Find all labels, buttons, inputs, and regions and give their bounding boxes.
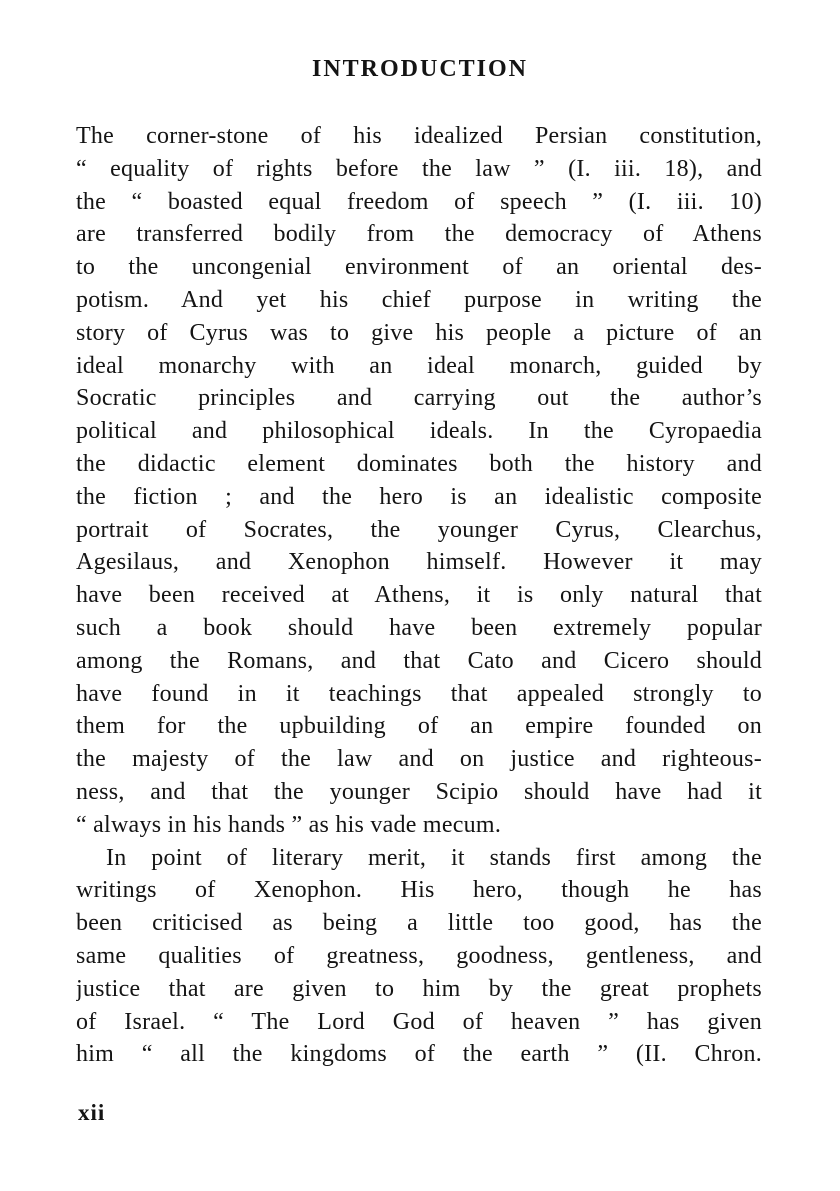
text-line: the fiction ; and the hero is an idealistic composite bbox=[76, 483, 762, 510]
text-line: potism. And yet his chief purpose in writing the bbox=[76, 286, 762, 313]
body-text bbox=[76, 120, 762, 1071]
text-line: him “ all the kingdoms of the earth ” (II. Chron. bbox=[76, 1041, 762, 1068]
paragraph-2 bbox=[76, 842, 762, 1072]
text-line: among the Romans, and that Cato and Cicero should bbox=[76, 647, 762, 674]
text-line: the majesty of the law and on justice and righteous- bbox=[76, 746, 762, 773]
text-line: Agesilaus, and Xenophon himself. However it may bbox=[76, 549, 762, 576]
text-line: have been received at Athens, it is only natural that bbox=[76, 582, 762, 609]
text-line: have found in it teachings that appealed strongly to bbox=[76, 680, 762, 707]
text-line: The corner-stone of his idealized Persian constitution, bbox=[76, 123, 762, 149]
text-line: writings of Xenophon. His hero, though he has bbox=[76, 877, 762, 904]
running-head: INTRODUCTION bbox=[311, 56, 529, 82]
text-line: ideal monarchy with an ideal monarch, guided by bbox=[76, 352, 762, 379]
text-line: story of Cyrus was to give his people a picture of an bbox=[76, 319, 762, 346]
text-line: been criticised as being a little too good, has the bbox=[76, 910, 762, 937]
text-line: same qualities of greatness, goodness, gentleness, and bbox=[76, 942, 762, 969]
text-line: them for the upbuilding of an empire founded on bbox=[76, 713, 762, 740]
paragraph-1 bbox=[76, 120, 762, 842]
page-number: xii bbox=[78, 1100, 106, 1125]
text-line: such a book should have been extremely popular bbox=[76, 614, 762, 641]
text-line: to the uncongenial environment of an oriental des- bbox=[76, 254, 762, 281]
text-line: justice that are given to him by the great prophets bbox=[76, 975, 762, 1002]
text-line: “ always in his hands ” as his vade mecum. bbox=[76, 811, 502, 838]
text-line: political and philosophical ideals. In the Cyropaedia bbox=[76, 418, 762, 445]
text-line: are transferred bodily from the democracy of Athens bbox=[76, 221, 762, 248]
text-line: portrait of Socrates, the younger Cyrus, Clearchus, bbox=[76, 516, 762, 543]
text-line: ness, and that the younger Scipio should have had it bbox=[76, 778, 762, 805]
text-line: Socratic principles and carrying out the author’s bbox=[76, 385, 762, 412]
text-line: of Israel. “ The Lord God of heaven ” has given bbox=[76, 1008, 762, 1035]
text-line: “ equality of rights before the law ” (I. iii. 18), and bbox=[76, 155, 762, 182]
text-line: the “ boasted equal freedom of speech ” (I. iii. 10) bbox=[76, 188, 762, 215]
text-line: the didactic element dominates both the history and bbox=[76, 450, 762, 477]
text-line: In point of literary merit, it stands first among the bbox=[106, 844, 762, 871]
